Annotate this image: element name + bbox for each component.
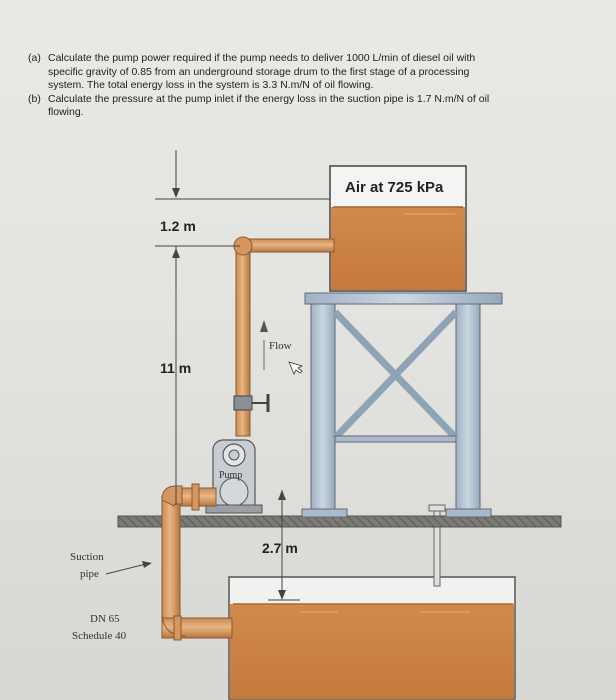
suction-leader-line — [106, 564, 146, 574]
tank-pressure-label: Air at 725 kPa — [345, 179, 444, 196]
tank-oil — [331, 207, 465, 290]
suction-label-line1: Suction — [70, 551, 104, 563]
pressurized-tank — [330, 166, 466, 291]
part-b-line-1: Calculate the pressure at the pump inlet if the energy loss in the suction pipe is 1.7 N.m/N of oil — [48, 92, 490, 105]
suction-label-line2: pipe — [80, 568, 99, 580]
flow-indicator — [260, 320, 302, 374]
cursor-arrow-icon — [289, 362, 302, 374]
part-a-label: (a) — [28, 52, 41, 64]
pipe-spec-line2: Schedule 40 — [72, 630, 127, 642]
dimension-2-7m: 2.7 m — [262, 540, 298, 556]
stored-oil — [230, 604, 514, 699]
tank-tower — [302, 293, 502, 517]
dimension-11m: 11 m — [160, 360, 192, 376]
storage-drum — [229, 577, 515, 699]
part-a-line-1: Calculate the pump power required if the pump needs to deliver 1000 L/min of diesel oil with — [48, 52, 476, 64]
flow-label: Flow — [269, 340, 292, 352]
part-b-line-2: flowing. — [48, 106, 84, 118]
suction-leader-arrow — [142, 561, 152, 568]
discharge-valve — [234, 396, 252, 410]
part-a-line-2: specific gravity of 0.85 from an underground storage drum to the first stage of a processing — [48, 65, 470, 78]
pipe-spec-line1: DN 65 — [90, 613, 120, 625]
part-a-line-3: system. The total energy loss in the system is 3.3 N.m/N of oil flowing. — [48, 79, 374, 91]
pump-label: Pump — [219, 470, 243, 481]
ground-surface — [118, 516, 561, 527]
dimension-1-2m: 1.2 m — [160, 218, 196, 234]
part-b-label: (b) — [28, 92, 41, 105]
